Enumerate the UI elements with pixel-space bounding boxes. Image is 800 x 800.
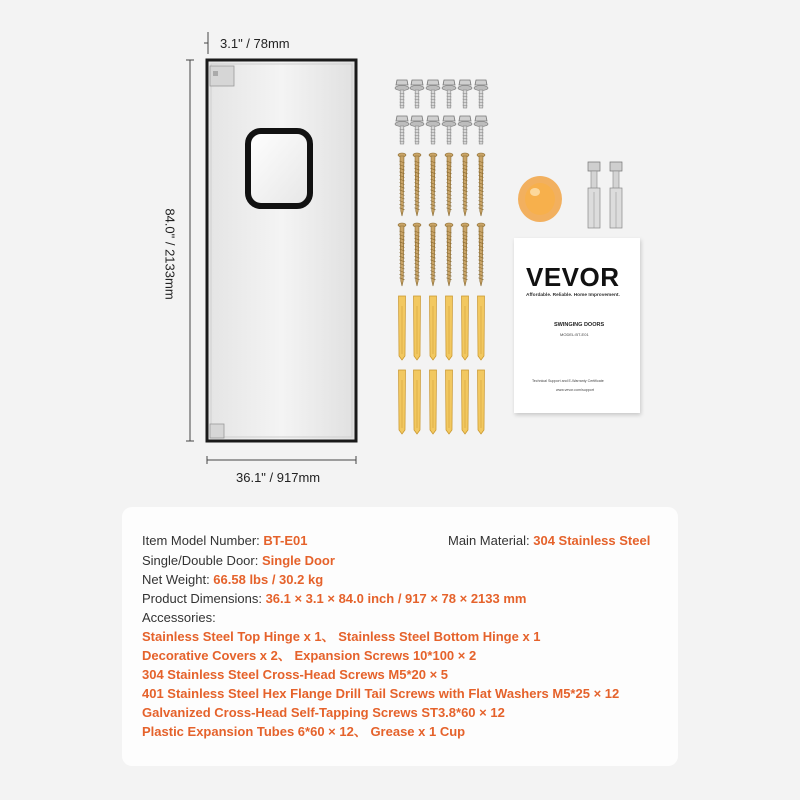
manual-tagline: Affordable. Reliable. Home Improvement.: [526, 293, 620, 298]
manual-model: MODEL:BT-E01: [560, 332, 589, 337]
accessory-item: 401 Stainless Steel Hex Flange Drill Tail Screws with Flat Washers M5*25 × 12: [142, 686, 620, 701]
self-tapping-screw: [429, 223, 437, 286]
self-tapping-screw: [445, 223, 453, 286]
door-panel: [207, 60, 356, 441]
expansion-tube: [414, 296, 421, 360]
flange-screw: [395, 116, 409, 144]
door-type-value: Single Door: [261, 553, 335, 568]
flange-screw: [442, 116, 456, 144]
manual-title: SWINGING DOORS: [554, 322, 605, 328]
manual-brand-logo: VEVOR: [526, 262, 620, 292]
flange-screw: [395, 80, 409, 108]
self-tapping-screw: [461, 153, 469, 216]
manual-url: www.vevor.com/support: [556, 388, 594, 392]
expansion-tube: [399, 370, 406, 434]
accessory-item: Decorative Covers x 2、 Expansion Screws 10*100 × 2: [142, 648, 477, 663]
self-tapping-screw: [398, 153, 406, 216]
expansion-tube: [430, 296, 437, 360]
expansion-tube: [414, 370, 421, 434]
self-tapping-screw: [398, 223, 406, 286]
accessory-item: Stainless Steel Top Hinge x 1、 Stainless Steel Bottom Hinge x 1: [142, 629, 541, 644]
flange-screw: [458, 80, 472, 108]
accessory-item: 304 Stainless Steel Cross-Head Screws M5*20 × 5: [142, 667, 449, 682]
accessory-item: Plastic Expansion Tubes 6*60 × 12、 Grease x 1 Cup: [142, 724, 466, 739]
expansion-tube: [478, 370, 485, 434]
self-tapping-screw: [477, 223, 485, 286]
flange-screw: [410, 116, 424, 144]
accessory-item: Galvanized Cross-Head Self-Tapping Screws ST3.8*60 × 12: [142, 705, 505, 720]
self-tapping-screw: [413, 153, 421, 216]
product-dimensions-row: [142, 589, 526, 608]
self-tapping-screw: [461, 223, 469, 286]
door-type-row: [142, 551, 335, 570]
grease-cup: [518, 176, 562, 222]
expansion-tube: [462, 296, 469, 360]
height-dimension: 84.0" / 2133mm: [162, 208, 178, 300]
product-dimensions-value: 36.1 × 3.1 × 84.0 inch / 917 × 78 × 2133 mm: [265, 591, 527, 606]
accessories-label: Accessories:: [142, 610, 216, 625]
expansion-tube: [430, 370, 437, 434]
door-type-label: Single/Double Door:: [142, 553, 262, 568]
expansion-screw: [610, 162, 622, 228]
expansion-tube: [446, 370, 453, 434]
door-window: [248, 131, 310, 206]
expansion-tube: [478, 296, 485, 360]
flange-screw: [474, 80, 488, 108]
main-material-label: Main Material:: [448, 533, 534, 548]
model-number-value: BT-E01: [263, 533, 308, 548]
self-tapping-screw: [477, 153, 485, 216]
flange-screw: [474, 116, 488, 144]
flange-screw: [410, 80, 424, 108]
manual-booklet: [514, 238, 640, 413]
manual-support: Technical Support and E-Warranty Certificate: [532, 379, 604, 383]
model-number-label: Item Model Number:: [142, 533, 264, 548]
expansion-tube: [446, 296, 453, 360]
flange-screw: [442, 80, 456, 108]
self-tapping-screw: [445, 153, 453, 216]
main-material-value: 304 Stainless Steel: [533, 533, 651, 548]
expansion-tube: [399, 296, 406, 360]
bottom-hinge: [210, 424, 224, 438]
main-material-row: [448, 531, 650, 550]
flange-screw: [426, 80, 440, 108]
width-dimension: 36.1" / 917mm: [236, 470, 321, 485]
self-tapping-screw: [413, 223, 421, 286]
product-dimensions-label: Product Dimensions:: [142, 591, 266, 606]
flange-screw: [458, 116, 472, 144]
expansion-screw: [588, 162, 600, 228]
accessories-list: [142, 627, 619, 741]
door-illustration: [180, 30, 380, 490]
expansion-tube: [462, 370, 469, 434]
net-weight-label: Net Weight:: [142, 572, 214, 587]
flange-screw: [426, 116, 440, 144]
depth-dimension: 3.1" / 78mm: [220, 36, 290, 51]
model-number-row: [142, 531, 307, 550]
self-tapping-screw: [429, 153, 437, 216]
net-weight-value: 66.58 lbs / 30.2 kg: [213, 572, 324, 587]
net-weight-row: [142, 570, 323, 589]
